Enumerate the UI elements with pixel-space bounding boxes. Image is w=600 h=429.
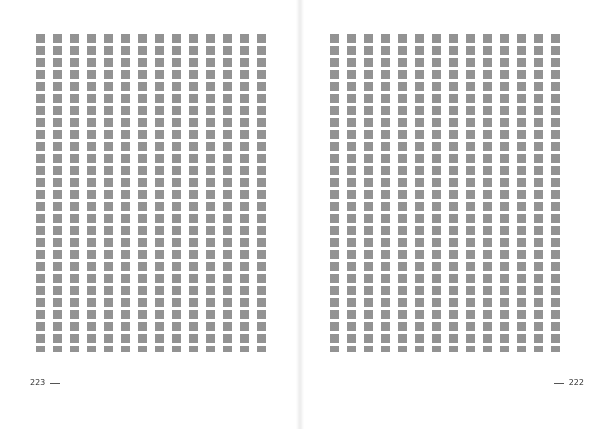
body-text [36, 34, 268, 352]
body-text [330, 34, 564, 352]
folio [30, 378, 65, 388]
page-number: 223 [30, 378, 46, 387]
page-number: 222 [568, 378, 584, 387]
folio [549, 378, 584, 388]
right-page [300, 0, 600, 429]
